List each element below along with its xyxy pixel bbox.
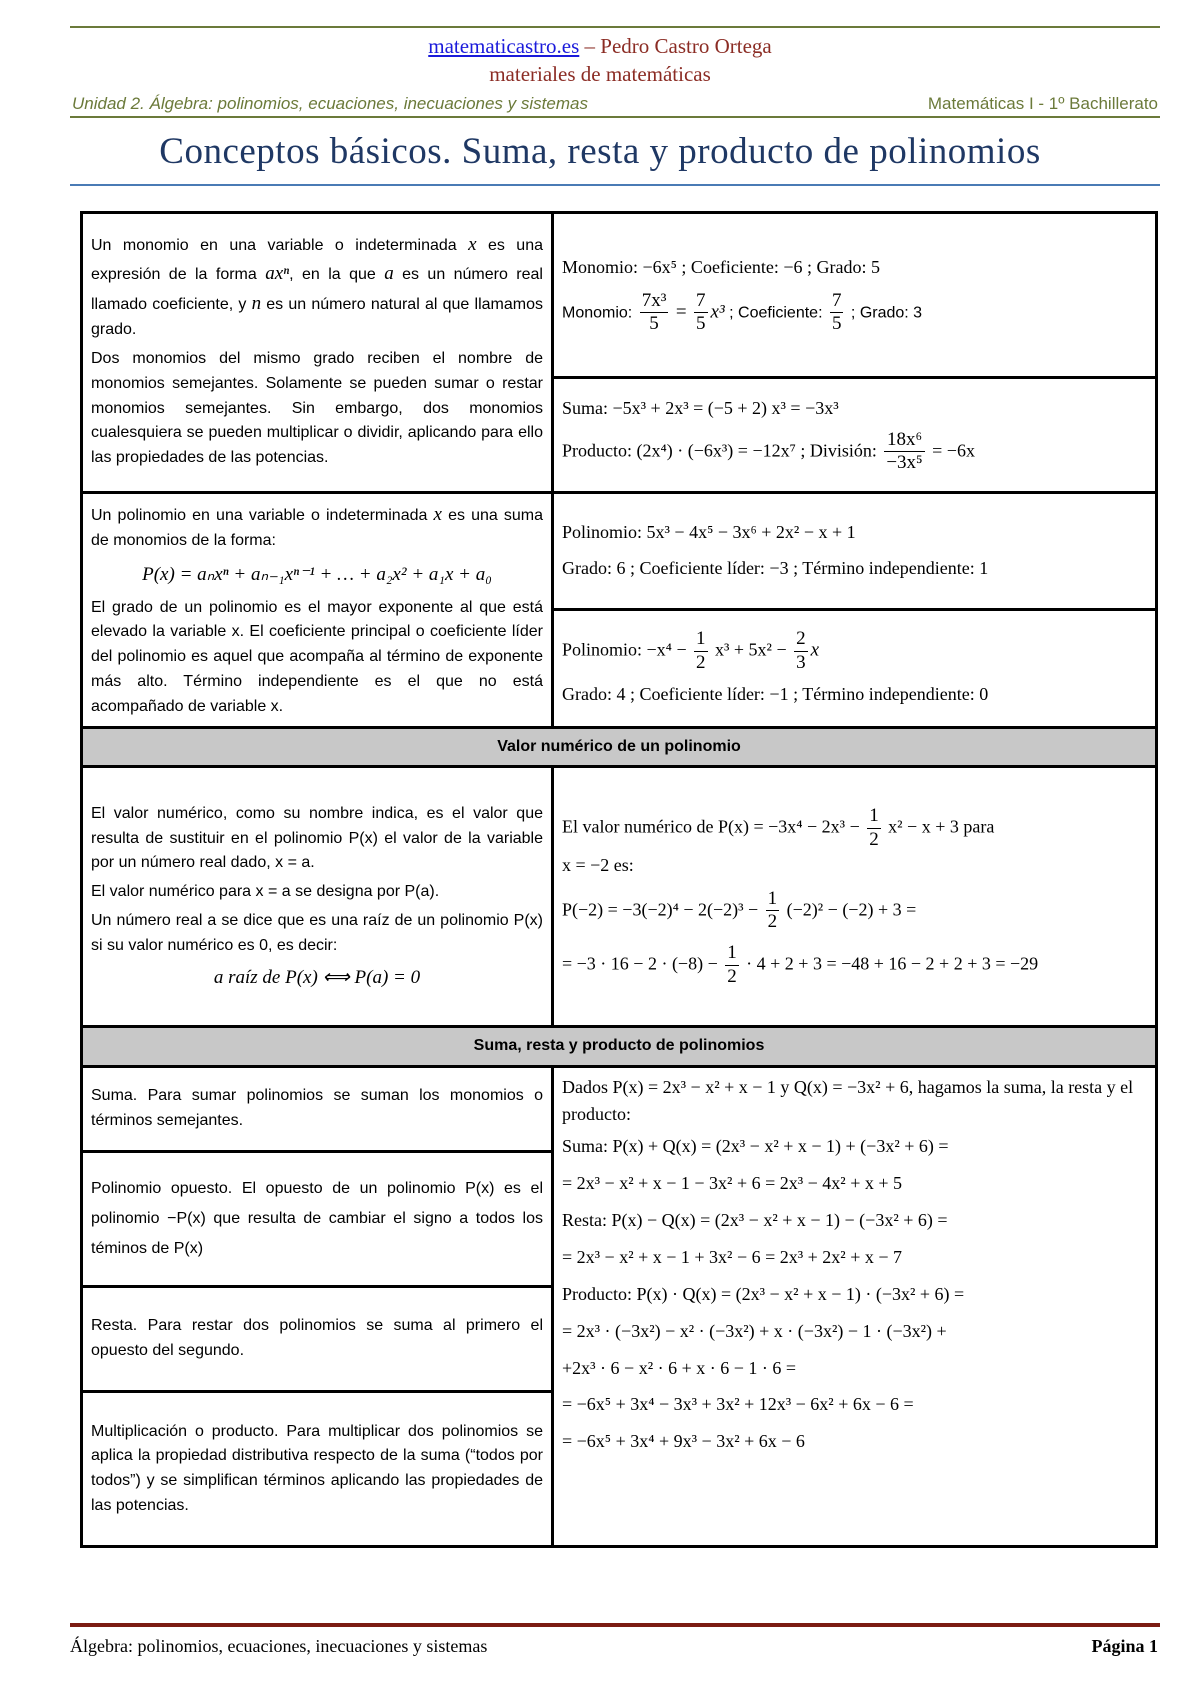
- raiz-equivalence: a raíz de P(x) ⟺ P(a) = 0: [213, 966, 421, 988]
- footer-left: Álgebra: polinomios, ecuaciones, inecuaciones y sistemas: [70, 1636, 488, 1656]
- page-number: Página 1: [1091, 1636, 1158, 1656]
- site-link[interactable]: matematicastro.es: [428, 34, 580, 58]
- fraction: $\frac{2}{3}$: [796, 628, 806, 674]
- monomio-definition: Un monomio en una variable o indeterminada x es una expresión de la forma axⁿ, en la que a es un número real llamado coeficiente, y n es un número natural al que llamamos grado.: [91, 233, 543, 339]
- unit-title: Unidad 2. Álgebra: polinomios, ecuaciones, inecuaciones y sistemas: [72, 94, 588, 113]
- operaciones-line: Suma: P(x) + Q(x) = (2x³ − x² + x − 1) + (−3x² + 6) =: [562, 1136, 949, 1157]
- multiplicacion-definition: Multiplicación o producto. Para multiplicar dos polinomios se aplica la propiedad distributiva respecto de la suma (“todos por todos”) y se simplifican términos aplicando las propiedades de las potencias.: [91, 1422, 543, 1515]
- polinomio-example-2-cell: [553, 610, 1157, 727]
- operaciones-line: Dados P(x) = 2x³ − x² + x − 1 y Q(x) = −3x² + 6, hagamos la suma, la resta y el producto:: [562, 1077, 1134, 1125]
- operaciones-line: = 2x³ · (−3x²) − x² · (−3x²) + x · (−3x²) − 1 · (−3x²) +: [562, 1320, 947, 1341]
- suma-definition: Suma. Para sumar polinomios se suman los monomios o términos semejantes.: [91, 1087, 543, 1130]
- fraction: $\frac{1}{2}$: [696, 628, 706, 674]
- fraction: $\frac{7}{5}$: [696, 289, 706, 335]
- table-row: [82, 213, 1157, 378]
- fraction: $\frac{1}{2}$: [767, 887, 778, 933]
- polinomio-example-1-info: Grado: 6 ; Coeficiente líder: −3 ; Término independiente: 1: [562, 558, 989, 579]
- section-heading-operaciones: Suma, resta y producto de polinomios: [82, 1027, 1157, 1067]
- operaciones-line: = −6x⁵ + 3x⁴ − 3x³ + 3x² + 12x³ − 6x² + 6x − 6 =: [562, 1394, 914, 1415]
- operaciones-example-cell: [553, 1067, 1157, 1547]
- polinomio-grado-text: El grado de un polinomio es el mayor exponente al que está elevado la variable x. El coeficiente principal o coeficiente líder del polinomio es aquel que acompaña al término de exponente más alto. Término independiente es el que no está acompañado de variable x.: [91, 598, 543, 715]
- section-heading-valor-numerico: Valor numérico de un polinomio: [82, 727, 1157, 767]
- page-title: Conceptos básicos. Suma, resta y producto de polinomios: [159, 131, 1041, 172]
- valor-definition-cell: [82, 767, 553, 1027]
- monomio-example-1: Monomio: −6x⁵ ; Coeficiente: −6 ; Grado: 5: [562, 256, 881, 277]
- suma-definition-cell: [82, 1067, 553, 1152]
- monomio-suma: Suma: −5x³ + 2x³ = (−5 + 2) x³ = −3x³: [562, 397, 839, 418]
- title-rule: [70, 184, 1160, 186]
- operaciones-line: Producto: P(x) · Q(x) = (2x³ − x² + x − 1) · (−3x² + 6) =: [562, 1283, 965, 1304]
- raiz-definition: Un número real a se dice que es una raíz de un polinomio P(x) si su valor numérico es 0, es decir:: [91, 912, 543, 954]
- fraction: $\frac{7}{5}$: [831, 289, 842, 335]
- content-table: [80, 211, 1158, 1548]
- polinomio-example-1-cell: [553, 493, 1157, 610]
- resta-definition-cell: [82, 1287, 553, 1392]
- footer-rule: [70, 1623, 1160, 1627]
- header-top-rule: [70, 26, 1160, 28]
- opuesto-definition: Polinomio opuesto. El opuesto de un polinomio P(x) es el polinomio −P(x) que resulta de cambiar el signo a todos los téminos de P(x): [91, 1179, 543, 1258]
- monomio-operations-cell: [553, 378, 1157, 493]
- site-header: [0, 34, 1200, 59]
- table-row: [82, 1067, 1157, 1152]
- fraction: $\frac{\text{18x⁶}}{\text{−3x⁵}}$: [886, 428, 923, 474]
- opuesto-definition-cell: [82, 1152, 553, 1287]
- polinomio-general-formula: P(x) = aₙxⁿ + aₙ₋₁xⁿ⁻¹ + … + a₂x² + a₁x + a₀: [142, 564, 492, 586]
- table-row: [82, 493, 1157, 610]
- table-row: [82, 767, 1157, 1027]
- author-name: – Pedro Castro Ortega: [579, 34, 772, 58]
- monomio-examples-cell: [553, 213, 1157, 378]
- polinomio-example-2: Polinomio: −x⁴ − $\frac{1}{2}$ x³ + 5x² − $\frac{2}{3}$ x: [562, 628, 819, 674]
- monomio-producto: Producto: (2x⁴) · (−6x³) = −12x⁷ ; División: $\frac{\text{18x⁶}}{\text{−3x⁵}}$ = −6x: [562, 428, 975, 474]
- monomios-semejantes-text: Dos monomios del mismo grado reciben el nombre de monomios semejantes. Solamente se pueden sumar o restar monomios semejantes. Sin embargo, dos monomios cualesquiera se pueden multiplicar o dividir, aplicando para ello las propiedades de las potencias.: [91, 350, 543, 467]
- operaciones-example: [562, 1074, 1147, 1460]
- header-bottom-rule: [70, 116, 1160, 118]
- site-subtitle: materiales de matemáticas: [489, 62, 711, 86]
- table-row: [82, 1027, 1157, 1067]
- operaciones-line: = 2x³ − x² + x − 1 + 3x² − 6 = 2x³ + 2x² + x − 7: [562, 1246, 902, 1267]
- polinomio-example-2-info: Grado: 4 ; Coeficiente líder: −1 ; Término independiente: 0: [562, 683, 989, 704]
- monomio-example-2: Monomio: $\frac{\text{7x³}}{5}$ = $\frac{7}{5}$ x³ ; Coeficiente: $\frac{7}{5}$ ; Grado: 3: [562, 289, 923, 335]
- polinomio-example-1: Polinomio: 5x³ − 4x⁵ − 3x⁶ + 2x² − x + 1: [562, 522, 856, 543]
- operaciones-line: +2x³ · 6 − x² · 6 + x · 6 − 1 · 6 =: [562, 1357, 797, 1378]
- valor-example-x: x = −2 es:: [562, 854, 634, 875]
- fraction: $\frac{1}{2}$: [869, 805, 879, 850]
- course-label: Matemáticas I - 1º Bachillerato: [927, 94, 1158, 113]
- valor-example-substitution: P(−2) = −3(−2)⁴ − 2(−2)³ − $\frac{1}{2}$ (−2)² − (−2) + 3 =: [562, 887, 917, 933]
- monomio-definition-cell: [82, 213, 553, 493]
- polinomio-definition-cell: [82, 493, 553, 728]
- resta-definition: Resta. Para restar dos polinomios se suma al primero el opuesto del segundo.: [91, 1317, 543, 1360]
- table-row: [82, 727, 1157, 767]
- valor-notation: El valor numérico para x = a se designa por P(a).: [91, 883, 440, 901]
- valor-definition: El valor numérico, como su nombre indica, es el valor que resulta de sustituir en el polinomio P(x) el valor de la variable por un número real dado, x = a.: [91, 804, 543, 872]
- operaciones-line: = 2x³ − x² + x − 1 − 3x² + 6 = 2x³ − 4x² + x + 5: [562, 1173, 902, 1194]
- operaciones-line: Resta: P(x) − Q(x) = (2x³ − x² + x − 1) − (−3x² + 6) =: [562, 1210, 948, 1231]
- polinomio-definition: Un polinomio en una variable o indeterminada x es una suma de monomios de la forma:: [91, 504, 543, 550]
- multiplicacion-definition-cell: [82, 1392, 553, 1547]
- operaciones-line: = −6x⁵ + 3x⁴ + 9x³ − 3x² + 6x − 6: [562, 1431, 805, 1452]
- fraction: $\frac{1}{2}$: [727, 942, 737, 987]
- valor-example-statement: El valor numérico de P(x) = −3x⁴ − 2x³ − $\frac{1}{2}$ x² − x + 3 para: [562, 805, 995, 850]
- valor-example-cell: [553, 767, 1157, 1027]
- fraction: $\frac{\text{7x³}}{5}$: [641, 289, 667, 335]
- valor-example-result: = −3 · 16 − 2 · (−8) − $\frac{1}{2}$ · 4 + 2 + 3 = −48 + 16 − 2 + 2 + 3 = −29: [562, 942, 1039, 987]
